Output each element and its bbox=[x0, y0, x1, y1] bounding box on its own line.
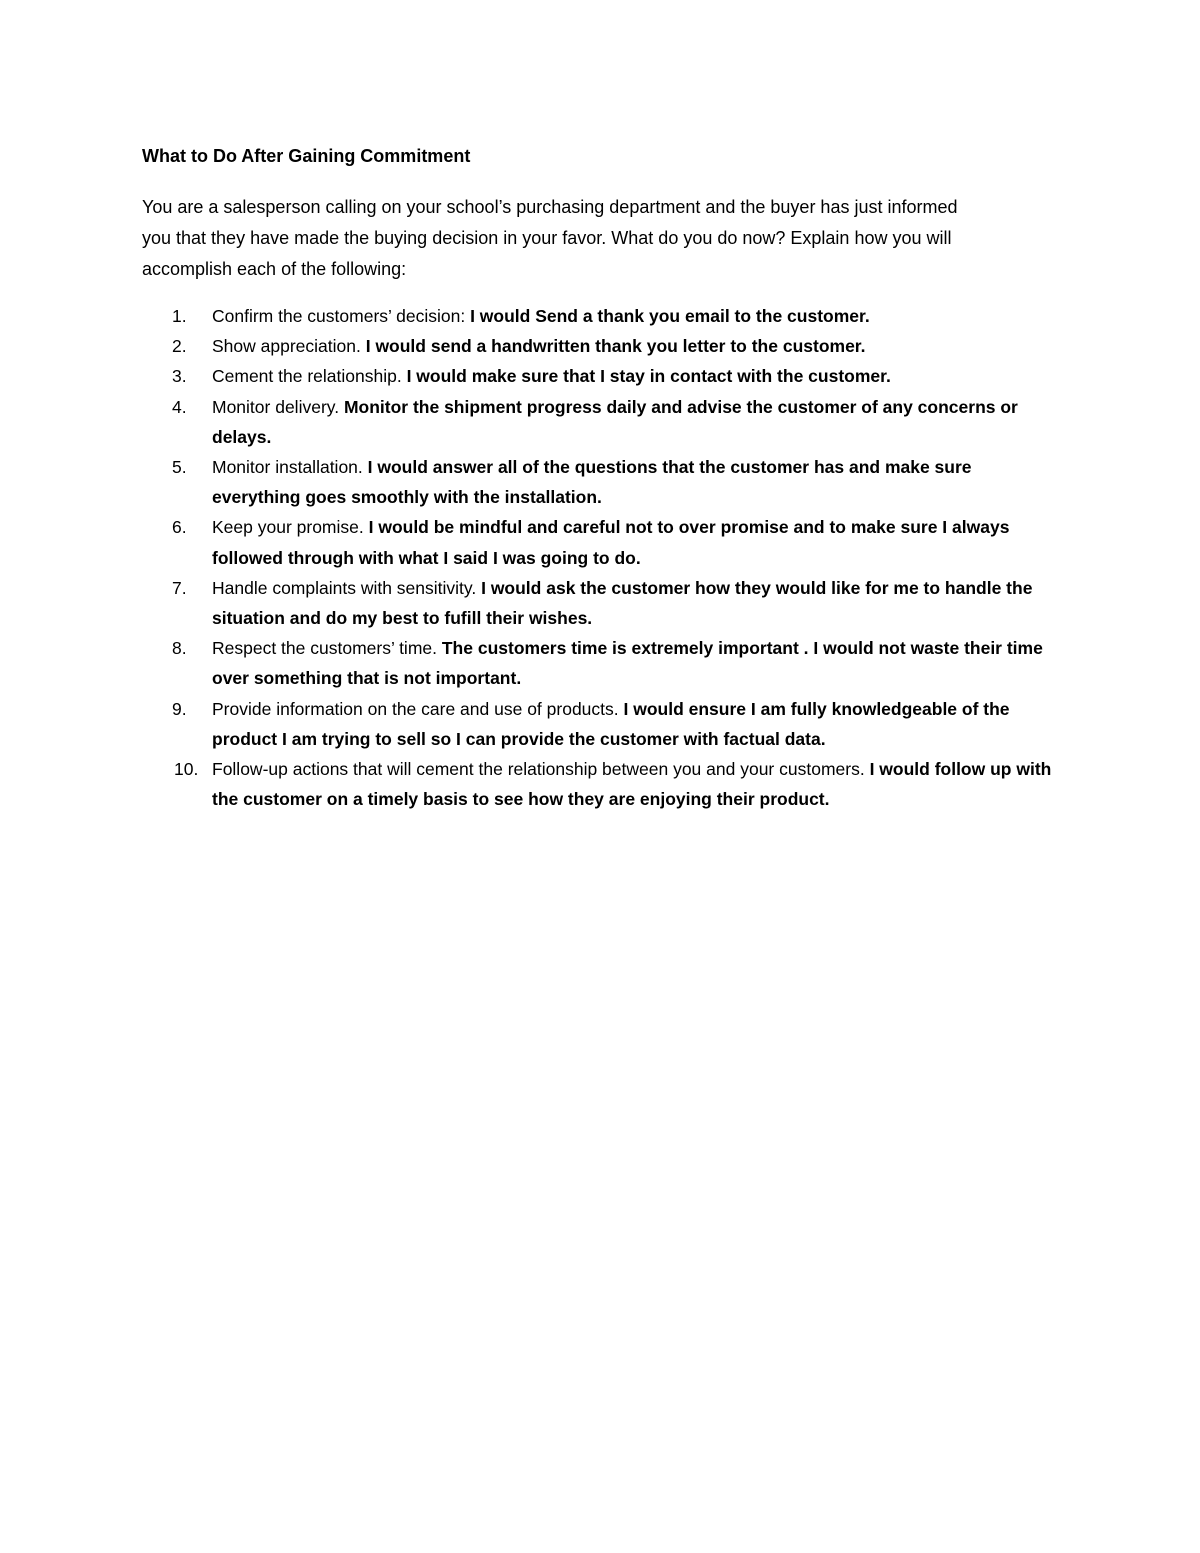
item-number: 5. bbox=[172, 457, 187, 478]
item-prompt: Confirm the customers’ decision: bbox=[212, 306, 471, 326]
list-item bbox=[142, 392, 1062, 452]
item-prompt: Provide information on the care and use of products. bbox=[212, 698, 624, 719]
item-prompt: Keep your promise. bbox=[212, 517, 369, 538]
item-number: 9. bbox=[172, 698, 187, 719]
item-prompt: Respect the customers’ time. bbox=[212, 638, 442, 659]
list-item bbox=[142, 361, 1062, 391]
item-number: 7. bbox=[172, 577, 187, 598]
item-answer: I would ensure I am fully knowledgeable of the product I am trying to sell so I can provide the customer with factual data. bbox=[212, 698, 1010, 749]
item-answer: I would make sure that I stay in contact with the customer. bbox=[406, 366, 891, 387]
item-answer: I would ask the customer how they would like for me to handle the situation and do my best to fufill their wishes. bbox=[212, 577, 1033, 629]
list-item bbox=[142, 301, 1062, 331]
item-number: 2. bbox=[172, 336, 187, 357]
item-prompt: Monitor delivery. bbox=[212, 396, 344, 417]
list-item bbox=[142, 331, 1062, 361]
item-answer: I would send a handwritten thank you letter to the customer. bbox=[365, 336, 866, 357]
list-item bbox=[142, 694, 1062, 754]
list-item bbox=[142, 512, 1062, 572]
item-prompt: Show appreciation. bbox=[212, 336, 366, 357]
intro-line: You are a salesperson calling on your school’s purchasing department and the buyer has just informed bbox=[142, 197, 958, 217]
item-answer: The customers time is extremely important . I would not waste their time over something that is not important. bbox=[212, 638, 1043, 689]
list-item bbox=[142, 452, 1062, 512]
item-number: 10. bbox=[174, 759, 199, 780]
item-number: 3. bbox=[172, 366, 187, 387]
item-prompt: Handle complaints with sensitivity. bbox=[212, 577, 482, 598]
intro-line: you that they have made the buying decision in your favor. What do you do now? Explain how you will bbox=[142, 228, 952, 248]
intro-line: accomplish each of the following: bbox=[142, 259, 407, 279]
intro-paragraph bbox=[142, 192, 1052, 285]
item-number: 1. bbox=[172, 306, 187, 326]
item-answer: I would answer all of the questions that the customer has and make sure everything goes smoothly with the installation. bbox=[212, 457, 972, 508]
item-prompt: Monitor installation. bbox=[212, 457, 368, 478]
commitment-steps-list bbox=[142, 301, 1062, 814]
item-number: 4. bbox=[172, 396, 187, 417]
item-answer: I would follow up with the customer on a timely basis to see how they are enjoying their product. bbox=[212, 759, 1052, 810]
document-title: What to Do After Gaining Commitment bbox=[142, 146, 471, 166]
item-answer: I would be mindful and careful not to over promise and to make sure I always followed through with what I said I was going to do. bbox=[212, 517, 1010, 568]
list-item bbox=[142, 754, 1062, 814]
item-prompt: Follow-up actions that will cement the relationship between you and your customers. bbox=[212, 759, 870, 780]
list-item bbox=[142, 573, 1062, 633]
item-number: 6. bbox=[172, 517, 187, 538]
item-number: 8. bbox=[172, 638, 187, 659]
item-prompt: Cement the relationship. bbox=[212, 366, 407, 387]
list-item bbox=[142, 633, 1062, 693]
item-answer: I would Send a thank you email to the customer. bbox=[470, 306, 870, 326]
item-answer: Monitor the shipment progress daily and advise the customer of any concerns or delays. bbox=[212, 396, 1018, 447]
